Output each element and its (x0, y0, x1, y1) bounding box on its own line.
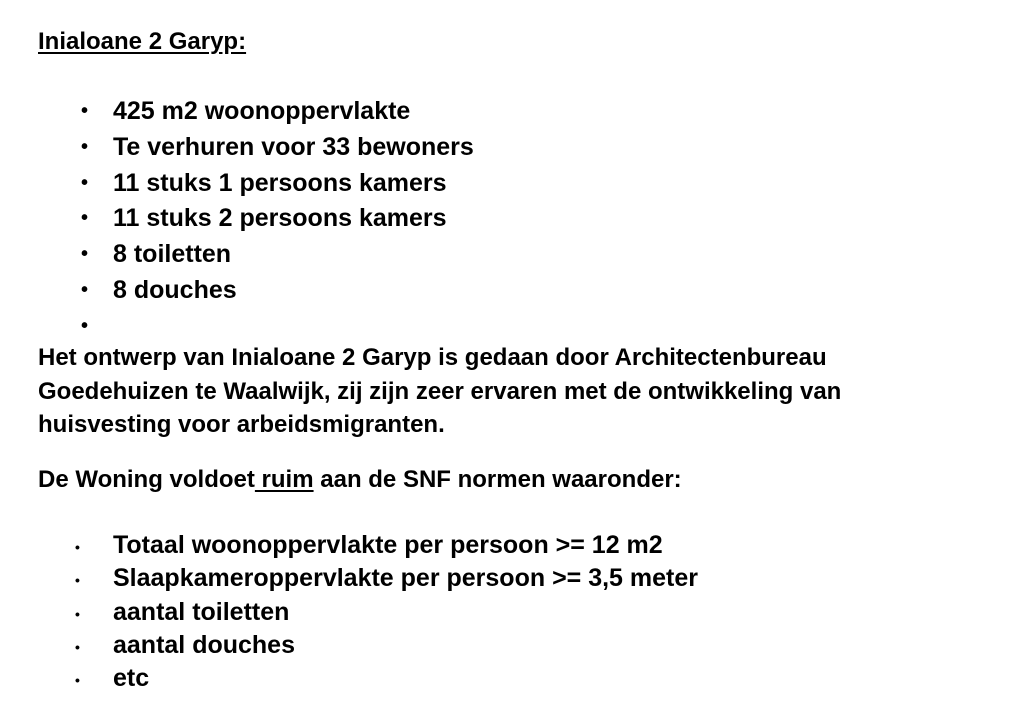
list-item (0, 201, 474, 237)
list-item (0, 629, 698, 662)
list-item-text: 8 douches (113, 275, 237, 304)
list-item (0, 562, 698, 595)
list-item (0, 166, 474, 202)
list-item (0, 130, 474, 166)
list-item-text: aantal toiletten (113, 597, 290, 626)
list-item-text: 11 stuks 2 persoons kamers (113, 204, 447, 233)
bullet-icon: • (81, 100, 89, 122)
feature-list (0, 94, 474, 345)
list-item-empty (0, 309, 474, 345)
norms-intro-text: De Woning voldoet (38, 466, 255, 493)
paragraph-line: Het ontwerp van Inialoane 2 Garyp is gedaan door Architectenbureau (38, 344, 827, 371)
bullet-icon: • (81, 135, 89, 158)
list-item (0, 596, 698, 629)
list-item (0, 529, 698, 562)
bullet-icon: • (75, 539, 80, 555)
list-item (0, 273, 474, 309)
bullet-icon: • (75, 605, 80, 622)
document-heading: Inialoane 2 Garyp: (38, 28, 247, 55)
list-item-text: Te verhuren voor 33 bewoners (113, 132, 474, 161)
norms-list (0, 529, 698, 695)
norms-intro (38, 463, 682, 497)
bullet-icon: • (81, 314, 89, 337)
list-item (0, 94, 474, 130)
bullet-icon: • (81, 278, 89, 301)
bullet-icon: • (81, 243, 89, 266)
list-item-text: 425 m2 woonoppervlakte (113, 97, 411, 125)
list-item-text: aantal douches (113, 630, 295, 659)
list-item-text: Slaapkameroppervlakte per persoon >= 3,5 meter (113, 564, 698, 593)
list-item (0, 237, 474, 273)
bullet-icon: • (75, 572, 80, 589)
paragraph-line: huisvesting voor arbeidsmigranten. (38, 411, 445, 438)
list-item-text: 11 stuks 1 persoons kamers (113, 168, 447, 197)
paragraph-line: Goedehuizen te Waalwijk, zij zijn zeer ervaren met de ontwikkeling van (38, 377, 842, 405)
list-item-text: etc (113, 664, 150, 693)
bullet-icon: • (75, 638, 80, 655)
bullet-icon: • (75, 672, 80, 689)
norms-intro-text: aan de SNF normen waaronder: (313, 466, 682, 493)
bullet-icon: • (81, 171, 89, 194)
list-item-text: Totaal woonoppervlakte per persoon >= 12 m2 (113, 531, 663, 559)
design-paragraph (38, 341, 841, 442)
list-item (0, 662, 698, 695)
bullet-icon: • (81, 207, 89, 230)
emphasis-text: ruim (254, 466, 314, 493)
list-item-text: 8 toiletten (113, 240, 232, 269)
